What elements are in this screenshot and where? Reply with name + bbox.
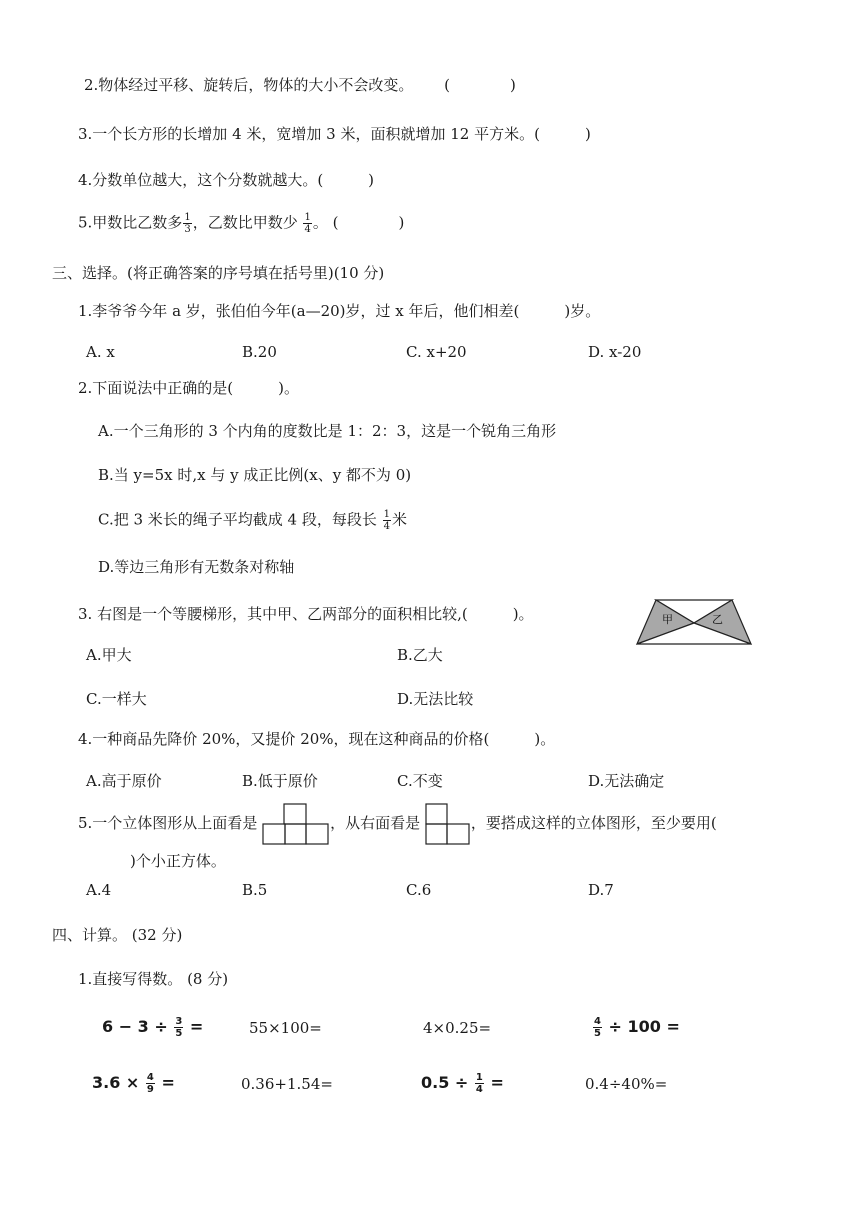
section4-title: 四、计算。 (32 分) <box>52 926 183 944</box>
s3-q2: 2.下面说法中正确的是( )。 <box>78 379 300 397</box>
s3-q5-cont: )个小正方体。 <box>130 852 226 870</box>
calc-expr: 3.6 × <box>92 1073 140 1092</box>
s3-q2-opt-c-text: C.把 3 米长的绳子平均截成 4 段，每段长 <box>98 510 377 529</box>
s3-q3: 3. 右图是一个等腰梯形，其中甲、乙两部分的面积相比较,( )。 <box>78 605 534 623</box>
s3-q1-opt-d[interactable]: D. x-20 <box>588 343 642 361</box>
calc-r2c4: 0.4÷40%= <box>585 1075 668 1093</box>
calc-equals: = <box>490 1073 504 1092</box>
calc-expr: ÷ 100 = <box>608 1017 680 1036</box>
fraction-one-quarter <box>475 1072 484 1095</box>
s3-q5-opt-b[interactable]: B.5 <box>242 881 268 899</box>
s3-q3-opt-a[interactable]: A.甲大 <box>86 646 132 664</box>
fraction-numerator: 1 <box>475 1072 483 1083</box>
s3-q1-opt-c[interactable]: C. x+20 <box>406 343 467 361</box>
fraction-three-fifths <box>174 1016 183 1039</box>
judge-q4: 4.分数单位越大，这个分数就越大。( ) <box>78 171 375 189</box>
fraction-denominator: 4 <box>383 521 391 532</box>
judge-q5 <box>78 212 404 235</box>
judge-q2 <box>84 75 516 95</box>
s3-q2-opt-b[interactable]: B.当 y=5x 时,x 与 y 成正比例(x、y 都不为 0) <box>98 466 412 484</box>
s3-q5-text-a: 5.一个立体图形从上面看是 <box>78 814 258 832</box>
calc-r1c4 <box>592 1016 680 1039</box>
fraction-numerator: 1 <box>184 212 191 223</box>
calc-r1c1 <box>102 1016 203 1039</box>
s3-q5 <box>78 803 717 845</box>
calc-r2c2: 0.36+1.54= <box>241 1075 333 1093</box>
s3-q5-opt-c[interactable]: C.6 <box>406 881 432 899</box>
s3-q4-opt-b[interactable]: B.低于原价 <box>242 772 318 790</box>
label-jia: 甲 <box>662 613 673 626</box>
calc-equals: = <box>161 1073 175 1092</box>
fraction-numerator: 3 <box>175 1016 183 1027</box>
s3-q5-opt-a[interactable]: A.4 <box>86 881 112 899</box>
s3-q2-opt-c-unit: 米 <box>392 510 408 529</box>
s3-q3-opt-c[interactable]: C.一样大 <box>86 690 147 708</box>
s3-q5-text-c: ，要搭成这样的立体图形，至少要用( <box>470 814 717 832</box>
s3-q1-opt-b[interactable]: B.20 <box>242 343 277 361</box>
s3-q5-opt-d[interactable]: D.7 <box>588 881 614 899</box>
fraction-numerator: 1 <box>304 212 311 223</box>
s3-q5-text-b: ，从右面看是 <box>330 814 421 832</box>
s3-q4-opt-d[interactable]: D.无法确定 <box>588 772 665 790</box>
s3-q3-opt-b[interactable]: B.乙大 <box>397 646 443 664</box>
s3-q2-opt-d[interactable]: D.等边三角形有无数条对称轴 <box>98 558 295 576</box>
calc-expr: 6 − 3 ÷ <box>102 1017 168 1036</box>
label-yi: 乙 <box>712 613 723 626</box>
answer-paren[interactable]: ( ) <box>444 76 516 94</box>
fraction-one-third <box>183 212 191 235</box>
calc-r2c3 <box>421 1072 504 1095</box>
calc-r1c3: 4×0.25= <box>423 1019 492 1037</box>
s3-q4-opt-a[interactable]: A.高于原价 <box>86 772 162 790</box>
fraction-one-quarter <box>383 509 391 532</box>
s3-q1: 1.李爷爷今年 a 岁，张伯伯今年(a—20)岁，过 x 年后，他们相差( )岁。 <box>78 302 601 320</box>
s4-sub1: 1.直接写得数。 (8 分) <box>78 970 229 988</box>
s3-q1-opt-a[interactable]: A. x <box>86 343 115 361</box>
fraction-denominator: 3 <box>184 224 191 235</box>
fraction-denominator: 5 <box>175 1028 183 1039</box>
section3-title: 三、选择。(将正确答案的序号填在括号里)(10 分) <box>52 264 385 282</box>
isosceles-trapezoid-figure <box>634 597 754 649</box>
s3-q2-opt-a[interactable]: A.一个三角形的 3 个内角的度数比是 1：2：3，这是一个锐角三角形 <box>98 422 557 440</box>
judge-q2-text: 2.物体经过平移、旋转后，物体的大小不会改变。 <box>84 76 414 94</box>
right-view-figure <box>425 803 471 845</box>
top-view-figure <box>262 803 330 845</box>
fraction-numerator: 1 <box>383 509 391 520</box>
judge-q3: 3.一个长方形的长增加 4 米，宽增加 3 米，面积就增加 12 平方米。( ) <box>78 125 591 143</box>
judge-q5-post: 。 ( ) <box>312 213 405 232</box>
fraction-denominator: 5 <box>594 1028 601 1039</box>
s3-q4-opt-c[interactable]: C.不变 <box>397 772 443 790</box>
fraction-numerator: 4 <box>594 1016 601 1027</box>
judge-q5-pre: 5.甲数比乙数多 <box>78 213 183 232</box>
fraction-denominator: 9 <box>146 1084 154 1095</box>
s3-q3-opt-d[interactable]: D.无法比较 <box>397 690 474 708</box>
fraction-denominator: 4 <box>304 224 311 235</box>
fraction-four-fifths <box>593 1016 602 1039</box>
fraction-four-ninths <box>146 1072 155 1095</box>
fraction-denominator: 4 <box>475 1084 483 1095</box>
judge-q5-mid: ，乙数比甲数少 <box>192 213 298 232</box>
calc-expr: 0.5 ÷ <box>421 1073 469 1092</box>
calc-r2c1 <box>92 1072 175 1095</box>
fraction-numerator: 4 <box>146 1072 154 1083</box>
calc-equals: = <box>189 1017 204 1036</box>
fraction-one-quarter <box>303 212 311 235</box>
s3-q4: 4.一种商品先降价 20%，又提价 20%，现在这种商品的价格( )。 <box>78 730 556 748</box>
s3-q2-opt-c[interactable] <box>98 509 407 532</box>
calc-r1c2: 55×100= <box>249 1019 322 1037</box>
